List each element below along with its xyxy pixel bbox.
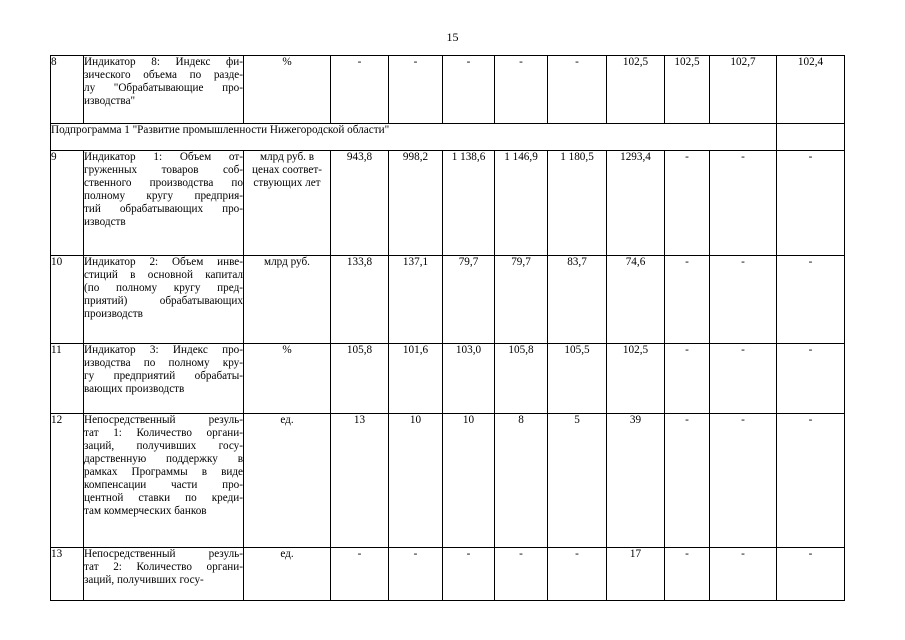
value-cell: 102,5 bbox=[607, 344, 665, 414]
value-cell: - bbox=[443, 548, 495, 601]
indicator-name-line: заций, получивших госу- bbox=[84, 440, 243, 452]
value-cell: 1 138,6 bbox=[443, 151, 495, 256]
unit-line: % bbox=[282, 344, 292, 356]
value-cell: - bbox=[665, 256, 710, 344]
value-cell: - bbox=[389, 548, 443, 601]
indicator-name-line: стиций в основной капитал bbox=[84, 269, 243, 281]
value-cell: - bbox=[710, 344, 777, 414]
indicator-name-line: дарственную поддержку в bbox=[84, 453, 243, 465]
indicator-name-line: рамках Программы в виде bbox=[84, 466, 243, 478]
value-cell: 13 bbox=[331, 414, 389, 548]
value-cell: 5 bbox=[548, 414, 607, 548]
indicator-name-line: (по полному кругу пред- bbox=[84, 282, 243, 294]
indicator-name-line: тат 2: Количество органи- bbox=[84, 561, 243, 573]
value-cell: - bbox=[710, 414, 777, 548]
unit-cell bbox=[244, 56, 331, 124]
value-cell: - bbox=[548, 56, 607, 124]
indicator-name-line: приятий) обрабатывающих bbox=[84, 295, 243, 307]
value-cell: 102,4 bbox=[777, 56, 845, 124]
row-number: 10 bbox=[51, 256, 84, 344]
value-cell: - bbox=[710, 256, 777, 344]
value-cell: 74,6 bbox=[607, 256, 665, 344]
value-cell: 105,8 bbox=[495, 344, 548, 414]
value-cell: - bbox=[443, 56, 495, 124]
indicator-name bbox=[84, 256, 244, 344]
table-row bbox=[51, 56, 845, 124]
value-cell: - bbox=[777, 151, 845, 256]
row-number: 11 bbox=[51, 344, 84, 414]
unit-line: млрд руб. bbox=[264, 256, 310, 268]
value-cell: - bbox=[665, 344, 710, 414]
indicator-name-line: производств bbox=[84, 308, 143, 320]
value-cell: 105,8 bbox=[331, 344, 389, 414]
value-cell: 83,7 bbox=[548, 256, 607, 344]
value-cell: - bbox=[331, 56, 389, 124]
indicator-name-line: изводств bbox=[84, 216, 126, 228]
value-cell: 79,7 bbox=[495, 256, 548, 344]
value-cell: 105,5 bbox=[548, 344, 607, 414]
indicator-name bbox=[84, 56, 244, 124]
indicator-name-line: полному кругу предприя- bbox=[84, 190, 243, 202]
row-number: 12 bbox=[51, 414, 84, 548]
value-cell: 103,0 bbox=[443, 344, 495, 414]
indicators-table bbox=[50, 55, 845, 601]
value-cell: - bbox=[495, 56, 548, 124]
unit-cell bbox=[244, 548, 331, 601]
indicator-name-line: зического объема по разде- bbox=[84, 69, 243, 81]
value-cell: - bbox=[777, 256, 845, 344]
table-row bbox=[51, 548, 845, 601]
value-cell: 137,1 bbox=[389, 256, 443, 344]
value-cell: 8 bbox=[495, 414, 548, 548]
value-cell: 1293,4 bbox=[607, 151, 665, 256]
row-number: 9 bbox=[51, 151, 84, 256]
indicator-name-line: ственного производства по bbox=[84, 177, 243, 189]
unit-cell bbox=[244, 256, 331, 344]
value-cell: - bbox=[389, 56, 443, 124]
indicator-name-line: Непосредственный резуль- bbox=[84, 414, 243, 426]
indicator-name-line: Индикатор 1: Объем от- bbox=[84, 151, 243, 163]
value-cell: 17 bbox=[607, 548, 665, 601]
table-row bbox=[51, 124, 845, 151]
indicator-name-line: груженных товаров соб- bbox=[84, 164, 243, 176]
indicator-name bbox=[84, 414, 244, 548]
value-cell: - bbox=[777, 548, 845, 601]
unit-line: ед. bbox=[280, 548, 294, 560]
unit-line: ствующих лет bbox=[253, 177, 321, 189]
unit-line: млрд руб. в bbox=[259, 151, 315, 163]
table-row bbox=[51, 344, 845, 414]
value-cell: 101,6 bbox=[389, 344, 443, 414]
value-cell: 102,7 bbox=[710, 56, 777, 124]
value-cell: 102,5 bbox=[665, 56, 710, 124]
indicator-name-line: вающих производств bbox=[84, 383, 185, 395]
unit-cell bbox=[244, 414, 331, 548]
indicator-name-line: лу "Обрабатывающие про- bbox=[84, 82, 243, 94]
empty-cell bbox=[777, 124, 845, 151]
value-cell: 10 bbox=[389, 414, 443, 548]
page-number: 15 bbox=[446, 30, 459, 44]
indicator-name-line: гу предприятий обрабаты- bbox=[84, 370, 243, 382]
value-cell: - bbox=[331, 548, 389, 601]
unit-cell bbox=[244, 151, 331, 256]
value-cell: - bbox=[777, 344, 845, 414]
value-cell: 133,8 bbox=[331, 256, 389, 344]
value-cell: 1 146,9 bbox=[495, 151, 548, 256]
subprogram-header: Подпрограмма 1 "Развитие промышленности Нижегородской области" bbox=[51, 124, 777, 151]
table-row bbox=[51, 151, 845, 256]
value-cell: 102,5 bbox=[607, 56, 665, 124]
row-number: 13 bbox=[51, 548, 84, 601]
value-cell: - bbox=[548, 548, 607, 601]
indicator-name bbox=[84, 151, 244, 256]
unit-line: ценах соответ- bbox=[252, 164, 322, 176]
value-cell: 79,7 bbox=[443, 256, 495, 344]
value-cell: - bbox=[710, 548, 777, 601]
indicator-name-line: компенсации части про- bbox=[84, 479, 243, 491]
indicator-name-line: заций, получивших госу- bbox=[84, 574, 204, 586]
value-cell: 10 bbox=[443, 414, 495, 548]
table-row bbox=[51, 256, 845, 344]
value-cell: 39 bbox=[607, 414, 665, 548]
row-number: 8 bbox=[51, 56, 84, 124]
indicator-name-line: Индикатор 3: Индекс про- bbox=[84, 344, 243, 356]
indicator-name-line: тий обрабатывающих про- bbox=[84, 203, 243, 215]
indicator-name-line: Индикатор 2: Объем инве- bbox=[84, 256, 243, 268]
indicator-name bbox=[84, 548, 244, 601]
indicator-name-line: там коммерческих банков bbox=[84, 505, 207, 517]
unit-line: ед. bbox=[280, 414, 294, 426]
unit-line: % bbox=[282, 56, 292, 68]
unit-cell bbox=[244, 344, 331, 414]
value-cell: - bbox=[495, 548, 548, 601]
value-cell: - bbox=[665, 414, 710, 548]
value-cell: 998,2 bbox=[389, 151, 443, 256]
indicator-name-line: изводства по полному кру- bbox=[84, 357, 243, 369]
value-cell: 943,8 bbox=[331, 151, 389, 256]
value-cell: - bbox=[665, 151, 710, 256]
indicator-name-line: Непосредственный резуль- bbox=[84, 548, 243, 560]
value-cell: - bbox=[777, 414, 845, 548]
value-cell: - bbox=[665, 548, 710, 601]
indicator-name-line: центной ставки по креди- bbox=[84, 492, 243, 504]
indicator-name bbox=[84, 344, 244, 414]
value-cell: 1 180,5 bbox=[548, 151, 607, 256]
indicator-name-line: изводства" bbox=[84, 95, 136, 107]
value-cell: - bbox=[710, 151, 777, 256]
table-row bbox=[51, 414, 845, 548]
indicator-name-line: Индикатор 8: Индекс фи- bbox=[84, 56, 243, 68]
indicator-name-line: тат 1: Количество органи- bbox=[84, 427, 243, 439]
